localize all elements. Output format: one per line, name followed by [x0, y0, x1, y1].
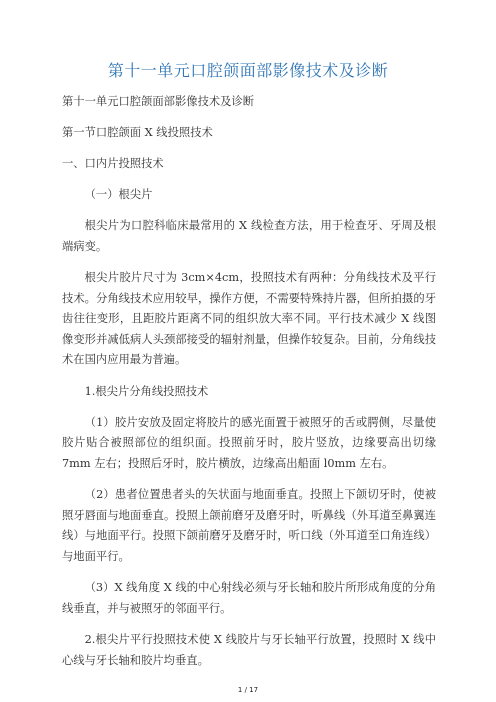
paragraph-subsection-heading: 一、口内片投照技术	[62, 157, 164, 170]
document-body	[62, 92, 436, 671]
document-title: 第十一单元口腔颌面部影像技术及诊断	[107, 61, 389, 80]
paragraph-body: （1）胶片安放及固定将胶片的感光面置于被照牙的舌或腭侧，尽量使胶片贴合被照部位的组织面。投照前牙时，胶片竖放，边缘要高出切缘 7mm 左右；投照后牙时，胶片横放，边缘高出船面 l0mm 左右。	[62, 415, 436, 470]
paragraph-body: （2）患者位置患者头的矢状面与地面垂直。投照上下颌切牙时，使被照牙唇面与地面垂直。投照上颌前磨牙及磨牙时，听鼻线（外耳道至鼻翼连线）与地面平行。投照下颌前磨牙及磨牙时，听口线（外耳道至口角连线）与地面平行。	[62, 488, 436, 563]
paragraph-section-heading: 第一节口腔颌面 X 线投照技术	[62, 126, 213, 139]
paragraph-unit-heading: 第十一单元口腔颌面部影像技术及诊断	[62, 95, 255, 108]
paragraph-body: 根尖片胶片尺寸为 3cm×4cm，投照技术有两种：分角线技术及平行技术。分角线技术应用较早，操作方便，不需要特殊持片器，但所拍摄的牙齿往往变形，且距胶片距离不同的组织放大率不同。平行技术减少 X 线图像变形并减低病人头颈部接受的辐射剂量，但操作较复杂。目前，分角线技术在国内应用最为普遍。	[62, 271, 436, 366]
paragraph-numbered-heading: 1.根尖片分角线投照技术	[84, 384, 209, 398]
paragraph-item-heading: （一）根尖片	[84, 188, 153, 201]
paragraph-body: （3）X 线角度 X 线的中心射线必须与牙长轴和胶片所形成角度的分角线垂直，并与被照牙的邻面平行。	[62, 581, 436, 615]
paragraph-body: 根尖片为口腔科临床最常用的 X 线检查方法，用于检查牙、牙周及根端病变。	[62, 219, 436, 253]
page-number: 1 / 17	[237, 686, 259, 694]
paragraph-body: 2.根尖片平行投照技术使 X 线胶片与牙长轴平行放置，投照时 X 线中心线与牙长轴和胶片均垂直。	[62, 633, 436, 667]
